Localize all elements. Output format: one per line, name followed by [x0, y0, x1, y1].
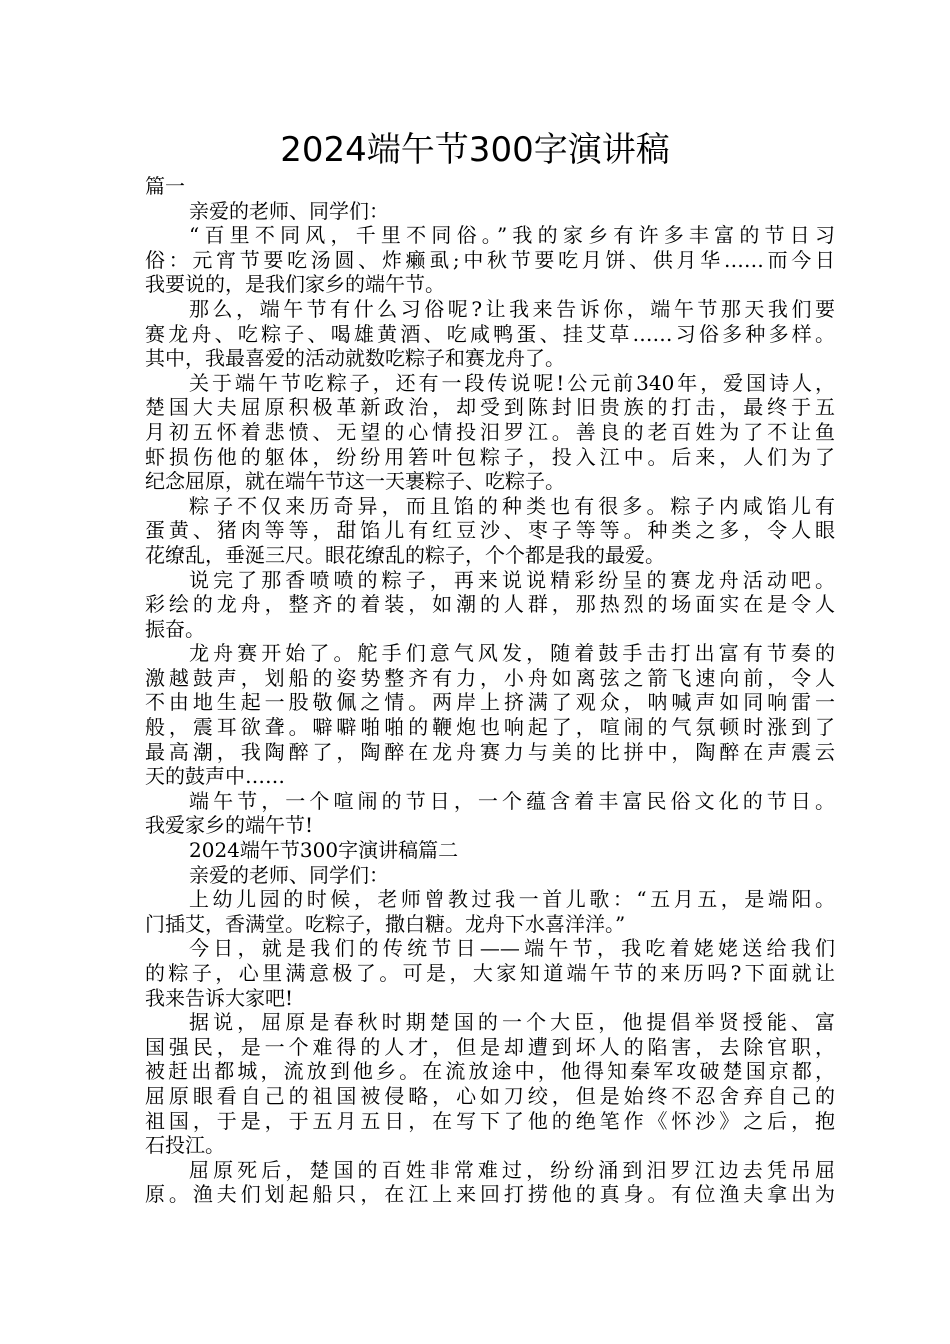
text-line: 其中，我最喜爱的活动就数吃粽子和赛龙舟了。	[145, 346, 565, 371]
text-line: 般，震耳欲聋。噼噼啪啪的鞭炮也响起了，喧闹的气氛顿时涨到了	[145, 715, 835, 740]
text-line: 篇一	[145, 174, 185, 198]
text-line: 虾损伤他的躯体，纷纷用箬叶包粽子，投入江中。后来，人们为了	[145, 444, 835, 469]
text-line: 激越鼓声，划船的姿势整齐有力，小舟如离弦之箭飞速向前，令人	[145, 665, 835, 690]
text-line: 最高潮，我陶醉了，陶醉在龙舟赛力与美的比拼中，陶醉在声震云	[145, 739, 835, 764]
text-line: 门插艾，香满堂。吃粽子，撒白糖。龙舟下水喜洋洋。”	[145, 911, 626, 936]
text-line: 关于端午节吃粽子，还有一段传说呢!公元前340年，爱国诗人，	[189, 370, 835, 395]
text-line: 说完了那香喷喷的粽子，再来说说精彩纷呈的赛龙舟活动吧。	[189, 567, 835, 592]
text-line: 粽子不仅来历奇异，而且馅的种类也有很多。粽子内咸馅儿有	[189, 493, 835, 518]
text-line: 祖国，于是，于五月五日，在写下了他的绝笔作《怀沙》之后，抱	[145, 1108, 835, 1133]
text-line: 石投江。	[145, 1133, 225, 1158]
text-line: 我要说的，是我们家乡的端午节。	[145, 272, 445, 297]
text-line: 月初五怀着悲愤、无望的心情投汨罗江。善良的老百姓为了不让鱼	[145, 419, 835, 444]
text-line: 今日，就是我们的传统节日——端午节，我吃着姥姥送给我们	[189, 936, 835, 961]
text-line: 楚国大夫屈原积极革新政治，却受到陈封旧贵族的打击，最终于五	[145, 395, 835, 420]
text-line: 屈原死后，楚国的百姓非常难过，纷纷涌到汨罗江边去凭吊屈	[189, 1157, 835, 1182]
text-line: 我来告诉大家吧!	[145, 985, 294, 1010]
text-line: 彩绘的龙舟，整齐的着装，如潮的人群，那热烈的场面实在是令人	[145, 592, 835, 617]
text-line: 的粽子，心里满意极了。可是，大家知道端午节的来历吗?下面就让	[145, 961, 835, 985]
text-line: “百里不同风，千里不同俗。”我的家乡有许多丰富的节日习	[189, 223, 835, 248]
text-line: 据说，屈原是春秋时期楚国的一个大臣，他提倡举贤授能、富	[189, 1010, 835, 1035]
text-line: 不由地生起一股敬佩之情。两岸上挤满了观众，呐喊声如同响雷一	[145, 690, 835, 715]
text-line: 上幼儿园的时候，老师曾教过我一首儿歌：“五月五，是端阳。	[189, 887, 835, 912]
text-line: 纪念屈原，就在端午节这一天裹粽子、吃粽子。	[145, 469, 565, 494]
document-title: 2024端午节300字演讲稿	[280, 130, 670, 170]
text-line: 国强民，是一个难得的人才，但是却遭到坏人的陷害，去除官职，	[145, 1034, 835, 1059]
text-line: 赛龙舟、吃粽子、喝雄黄酒、吃咸鸭蛋、挂艾草……习俗多种多样。	[145, 321, 835, 346]
text-line: 蛋黄、猪肉等等，甜馅儿有红豆沙、枣子等等。种类之多，令人眼	[145, 518, 835, 543]
text-line: 亲爱的老师、同学们：	[189, 862, 389, 887]
text-line: 那么，端午节有什么习俗呢?让我来告诉你，端午节那天我们要	[189, 296, 835, 321]
text-line: 亲爱的老师、同学们：	[189, 198, 389, 223]
text-line: 龙舟赛开始了。舵手们意气风发，随着鼓手击打出富有节奏的	[189, 641, 835, 666]
text-line: 天的鼓声中……	[145, 764, 285, 789]
text-line: 振奋。	[145, 616, 205, 641]
text-line: 端午节，一个喧闹的节日，一个蕴含着丰富民俗文化的节日。	[189, 788, 835, 813]
text-line: 2024端午节300字演讲稿篇二	[189, 838, 459, 863]
text-line: 被赶出都城，流放到他乡。在流放途中，他得知秦军攻破楚国京都，	[145, 1059, 835, 1084]
text-line: 原。渔夫们划起船只，在江上来回打捞他的真身。有位渔夫拿出为	[145, 1182, 835, 1207]
text-line: 俗：元宵节要吃汤圆、炸癞虱;中秋节要吃月饼、供月华……而今日	[145, 247, 835, 272]
text-line: 花缭乱，垂涎三尺。眼花缭乱的粽子，个个都是我的最爱。	[145, 542, 665, 567]
text-line: 我爱家乡的端午节!	[145, 813, 314, 838]
document-body	[145, 174, 835, 1207]
text-line: 屈原眼看自己的祖国被侵略，心如刀绞，但是始终不忍舍弃自己的	[145, 1083, 835, 1108]
